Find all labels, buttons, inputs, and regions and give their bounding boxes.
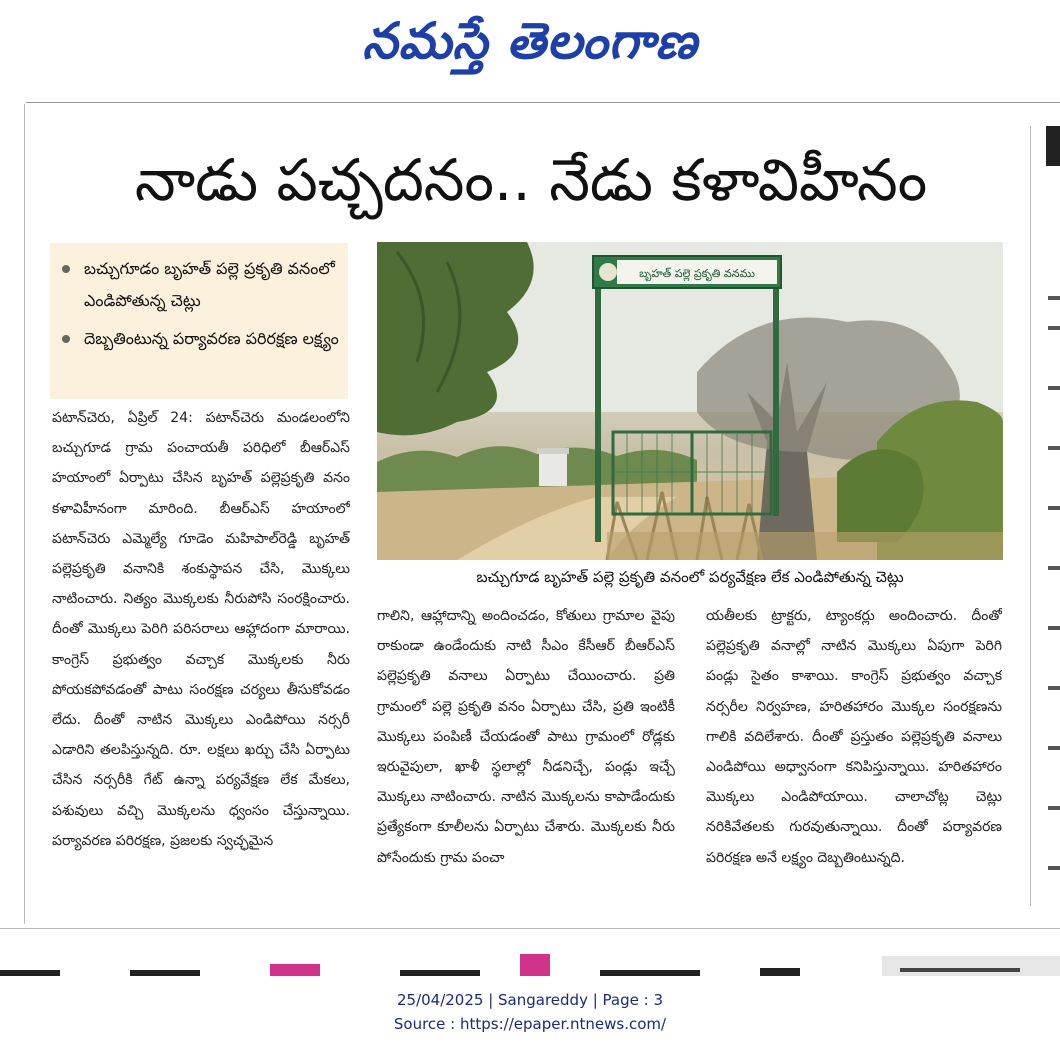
column-text: గాలిని, ఆహ్లాదాన్ని అందించడం, కోతులు గ్రామాల వైపు రాకుండా ఉండేందుకు నాటి సీఎం కేసీఆర్ బీఆర్‌ఎస్ పల్లెప్రకృతి వనాలు ఏర్పాటు చేయించారు. ప్రతి గ్రామంలో పల్లె ప్రకృతి వనం ఏర్పాటు చేసి, ప్రతి ఇంటికీ మొక్కలు పంపిణీ చేయడంతో పాటు గ్రామంలో రోడ్లకు ఇరువైపులా, ఖాళీ స్థలాల్లో నీడనిచ్చే, పండ్లు ఇచ్చే మొక్కలు నాటించారు. నాటిన మొక్కలను కాపాడేందుకు ప్రత్యేకంగా కూలీలను ఏర్పాటు చేశారు. మొక్కలకు నీరు పోసేందుకు గ్రామ పంచా <box>377 608 675 866</box>
edition-line: 25/04/2025 | Sangareddy | Page : 3 <box>396 991 663 1009</box>
page-source-info <box>0 988 1060 1036</box>
article-column-2 <box>377 601 675 908</box>
bullet-icon <box>62 265 70 273</box>
column-divider-left <box>24 104 25 924</box>
top-divider <box>26 102 1060 103</box>
highlights-box <box>50 243 348 399</box>
photo-caption: బచ్చుగూడ బృహత్ పల్లె ప్రకృతి వనంలో పర్యవేక్షణ లేక ఎండిపోతున్న చెట్లు <box>476 568 904 586</box>
highlight-text: బచ్చుగూడం బృహత్ పల్లె ప్రకృతి వనంలో ఎండిపోతున్న చెట్లు <box>84 259 335 310</box>
column-text: యతీలకు ట్రాక్టరు, ట్యాంకర్లు అందించారు. దీంతో పల్లెప్రకృతి వనాల్లో నాటిన మొక్కలు ఏపుగా పెరిగి పండ్లు సైతం కాశాయి. కాంగ్రెస్ ప్రభుత్వం వచ్చాక నర్సరీల నిర్వహణ, హరితహారం మొక్కల సంరక్షణను గాలికి వదిలేశారు. దీంతో ప్రస్తుతం పల్లెప్రకృతి వనాలు ఎండిపోయి అధ్వానంగా కనిపిస్తున్నాయి. హరితహారం మొక్కలు ఎండిపోయాయి. చాలాచోట్ల చెట్లు నరికివేతలకు గురవుతున్నాయి. దీంతో పర్యావరణ పరిరక్షణ అనే లక్ష్యం దెబ్బతింటున్నది. <box>706 608 1002 866</box>
gate-sign-text: బృహత్ పల్లె ప్రకృతి వనము <box>639 267 755 280</box>
column-divider-right <box>1030 126 1031 906</box>
article-headline: నాడు పచ్చదనం.. నేడు కళావిహీనం <box>134 146 928 214</box>
next-article-fragment <box>0 930 1060 976</box>
article-photo <box>377 242 1003 560</box>
highlight-item <box>62 323 342 355</box>
bullet-icon <box>62 335 70 343</box>
masthead-logo: నమస్తే తెలంగాణ <box>362 12 698 70</box>
adjacent-text-fragment <box>1040 126 1060 906</box>
highlight-text: దెబ్బతింటున్న పర్యావరణ పరిరక్షణ లక్ష్యం <box>84 329 339 348</box>
column-text: పటాన్‌చెరు, ఏప్రిల్ 24: పటాన్‌చెరు మండలంలోని బచ్చుగూడ గ్రామ పంచాయతీ పరిధిలో బీఆర్‌ఎస్ హయాంలో ఏర్పాటు చేసిన బృహత్ పల్లెప్రకృతి వనం కళావిహీనంగా మారింది. బీఆర్‌ఎస్ హయాంలో పటాన్‌చెరు ఎమ్మెల్యే గూడెం మహిపాల్‌రెడ్డి బృహత్ పల్లెప్రకృతి వనానికి శంకుస్థాపన చేసి, మొక్కలు నాటించారు. నిత్యం మొక్కలకు నీరుపోసి సంరక్షించారు. దీంతో మొక్కలు పెరిగి పరిసరాలు ఆహ్లాదంగా మారాయి. కాంగ్రెస్ ప్రభుత్వం వచ్చాక మొక్కలకు నీరు పోయకపోవడంతో పాటు సంరక్షణ చర్యలు తీసుకోవడం లేదు. దీంతో నాటిన మొక్కలు ఎండిపోయి నర్సరీ ఎడారిని తలపిస్తున్నది. రూ. లక్షలు ఖర్చు చేసి ఏర్పాటు చేసిన నర్సరీకి గేట్ ఉన్నా పర్యవేక్షణ లేక మేకలు, పశువులు వచ్చి మొక్కలను ధ్వంసం చేస్తున్నాయి. పర్యావరణ పరిరక్షణ, ప్రజలకు స్వచ్ఛమైన <box>52 410 350 849</box>
adjacent-article-edge <box>1040 126 1060 906</box>
article-column-1 <box>52 403 350 908</box>
highlight-item <box>62 253 342 317</box>
bottom-divider <box>0 928 1060 929</box>
source-link[interactable]: Source : https://epaper.ntnews.com/ <box>393 1015 667 1033</box>
cut-off-headline-fragment <box>0 930 1060 976</box>
article-column-3 <box>706 601 1002 908</box>
park-gate-photo <box>377 242 1003 560</box>
